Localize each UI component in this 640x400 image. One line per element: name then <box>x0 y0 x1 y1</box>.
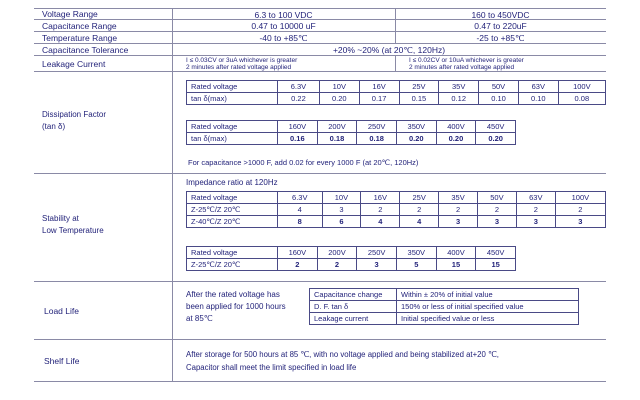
stability-t1-a2: 2 <box>361 204 400 216</box>
dissipation-t1-h2: tan δ(max) <box>187 93 278 105</box>
dissipation-t1-h1: Rated voltage <box>187 81 278 93</box>
dissipation-t1-v3: 25V <box>399 81 439 93</box>
spec-sheet <box>34 8 606 382</box>
stability-t1-b1: 6 <box>322 216 361 228</box>
dissipation-t1-v5: 50V <box>479 81 519 93</box>
stability-t1-b3: 4 <box>400 216 439 228</box>
dissipation-t1-x6: 0.10 <box>518 93 558 105</box>
stability-t1-b4: 3 <box>439 216 478 228</box>
dissipation-t2-v1: 200V <box>317 121 357 133</box>
stability-t2-a4: 15 <box>436 259 476 271</box>
dissipation-t2-x2: 0.18 <box>357 133 397 145</box>
temperature-range-low: -40 to +85℃ <box>259 33 308 43</box>
capacitance-tolerance-label: Capacitance Tolerance <box>42 44 129 55</box>
stability-t1-a0: 4 <box>278 204 323 216</box>
stability-t1-h2: Z-25℃/Z 20℃ <box>187 204 278 216</box>
load-life-desc-1: After the rated voltage has <box>186 290 280 299</box>
stability-label: Stability at <box>42 214 79 223</box>
load-life-v1: 150% or less of initial specified value <box>397 301 579 313</box>
dissipation-t2-v0: 160V <box>278 121 318 133</box>
voltage-range-low: 6.3 to 100 VDC <box>254 10 313 20</box>
load-life-desc-3: at 85℃ <box>186 314 213 323</box>
dissipation-t1-x7: 0.08 <box>558 93 605 105</box>
stability-table-low <box>186 191 606 228</box>
load-life-k1: D. F. tan δ <box>310 301 397 313</box>
dissipation-t2-v5: 450V <box>476 121 516 133</box>
dissipation-t1-x0: 0.22 <box>278 93 320 105</box>
load-life-row <box>34 282 606 340</box>
load-life-desc-2: been applied for 1000 hours <box>186 302 286 311</box>
leakage-low-line2: 2 minutes after rated voltage applied <box>186 64 292 71</box>
stability-t1-v5: 50V <box>478 192 517 204</box>
capacitance-range-low: 0.47 to 10000 uF <box>251 21 316 31</box>
dissipation-t1-x4: 0.12 <box>439 93 479 105</box>
dissipation-t1-x3: 0.15 <box>399 93 439 105</box>
stability-table-high <box>186 246 516 271</box>
stability-t1-b6: 3 <box>516 216 555 228</box>
stability-t1-v1: 10V <box>322 192 361 204</box>
capacitance-range-high: 0.47 to 220uF <box>474 21 527 31</box>
dissipation-t1-v2: 16V <box>359 81 399 93</box>
stability-t2-v4: 400V <box>436 247 476 259</box>
dissipation-t1-v4: 35V <box>439 81 479 93</box>
stability-t2-v3: 350V <box>396 247 436 259</box>
stability-t1-a1: 3 <box>322 204 361 216</box>
stability-t1-b0: 8 <box>278 216 323 228</box>
leakage-current-label: Leakage Current <box>42 58 106 69</box>
stability-t2-v1: 200V <box>317 247 357 259</box>
shelf-life-line-1: After storage for 500 hours at 85 ℃, with no voltage applied and being stabilized at+20 ℃, <box>186 350 499 359</box>
dissipation-factor-row <box>34 72 606 174</box>
dissipation-table-low <box>186 80 606 105</box>
stability-t1-v7: 100V <box>555 192 605 204</box>
capacitance-tolerance-value: +20% ~20% (at 20℃, 120Hz) <box>332 45 446 55</box>
stability-t1-b7: 3 <box>555 216 605 228</box>
dissipation-t2-v3: 350V <box>396 121 436 133</box>
load-life-k0: Capacitance change <box>310 289 397 301</box>
stability-t2-v5: 450V <box>476 247 516 259</box>
dissipation-t1-x1: 0.20 <box>319 93 359 105</box>
stability-t1-a4: 2 <box>439 204 478 216</box>
load-life-table <box>309 288 579 325</box>
stability-t1-a3: 2 <box>400 204 439 216</box>
stability-t1-v4: 35V <box>439 192 478 204</box>
shelf-life-row <box>34 340 606 382</box>
stability-t1-v6: 63V <box>516 192 555 204</box>
stability-t2-h1: Rated voltage <box>187 247 278 259</box>
dissipation-t2-x1: 0.18 <box>317 133 357 145</box>
stability-t2-a1: 2 <box>317 259 357 271</box>
dissipation-t2-x3: 0.20 <box>396 133 436 145</box>
dissipation-t2-x4: 0.20 <box>436 133 476 145</box>
stability-heading: Impedance ratio at 120Hz <box>186 178 278 187</box>
dissipation-note: For capacitance >1000 F, add 0.02 for every 1000 F (at 20℃, 120Hz) <box>188 158 419 167</box>
dissipation-t1-v0: 6.3V <box>278 81 320 93</box>
dissipation-t1-x5: 0.10 <box>479 93 519 105</box>
leakage-low-line1: I ≤ 0.03CV or 3uA whichever is greater <box>186 57 298 64</box>
temperature-range-label: Temperature Range <box>42 32 118 43</box>
stability-t1-v2: 16V <box>361 192 400 204</box>
voltage-range-row <box>34 8 606 20</box>
dissipation-t2-x0: 0.16 <box>278 133 318 145</box>
temperature-range-high: -25 to +85℃ <box>476 33 525 43</box>
stability-t1-v3: 25V <box>400 192 439 204</box>
stability-t1-b5: 3 <box>478 216 517 228</box>
leakage-high-line2: 2 minutes after rated voltage applied <box>409 64 515 71</box>
stability-t1-v0: 6.3V <box>278 192 323 204</box>
dissipation-label-sub: (tan δ) <box>42 122 66 131</box>
stability-t2-a0: 2 <box>278 259 318 271</box>
dissipation-label: Dissipation Factor <box>42 110 107 119</box>
dissipation-t2-v4: 400V <box>436 121 476 133</box>
dissipation-t1-x2: 0.17 <box>359 93 399 105</box>
voltage-range-high: 160 to 450VDC <box>471 10 530 20</box>
dissipation-t1-v7: 100V <box>558 81 605 93</box>
voltage-range-label: Voltage Range <box>42 9 98 19</box>
stability-label-sub: Low Temperature <box>42 226 104 235</box>
dissipation-t1-v6: 63V <box>518 81 558 93</box>
leakage-current-row <box>34 56 606 72</box>
capacitance-range-row <box>34 20 606 32</box>
stability-t1-h3: Z-40℃/Z 20℃ <box>187 216 278 228</box>
capacitance-range-label: Capacitance Range <box>42 20 117 31</box>
stability-t2-a3: 5 <box>396 259 436 271</box>
stability-t2-a2: 3 <box>357 259 397 271</box>
shelf-life-line-2: Capacitor shall meet the limit specified in load life <box>186 363 357 372</box>
stability-t2-a5: 15 <box>476 259 516 271</box>
stability-t2-v2: 250V <box>357 247 397 259</box>
stability-t1-b2: 4 <box>361 216 400 228</box>
capacitance-tolerance-row <box>34 44 606 56</box>
leakage-high-line1: I ≤ 0.02CV or 10uA whichever is greater <box>409 57 524 64</box>
stability-t1-a6: 2 <box>516 204 555 216</box>
shelf-life-label: Shelf Life <box>44 355 80 366</box>
stability-t2-h2: Z-25℃/Z 20℃ <box>187 259 278 271</box>
load-life-label: Load Life <box>44 305 79 316</box>
load-life-v0: Within ± 20% of initial value <box>397 289 579 301</box>
stability-t1-h1: Rated voltage <box>187 192 278 204</box>
stability-t1-a5: 2 <box>478 204 517 216</box>
stability-t2-v0: 160V <box>278 247 318 259</box>
dissipation-t1-v1: 10V <box>319 81 359 93</box>
dissipation-table-high <box>186 120 516 145</box>
stability-row <box>34 174 606 282</box>
dissipation-t2-h1: Rated voltage <box>187 121 278 133</box>
dissipation-t2-x5: 0.20 <box>476 133 516 145</box>
load-life-k2: Leakage current <box>310 313 397 325</box>
temperature-range-row <box>34 32 606 44</box>
dissipation-t2-v2: 250V <box>357 121 397 133</box>
load-life-v2: Initial specified value or less <box>397 313 579 325</box>
dissipation-t2-h2: tan δ(max) <box>187 133 278 145</box>
stability-t1-a7: 2 <box>555 204 605 216</box>
